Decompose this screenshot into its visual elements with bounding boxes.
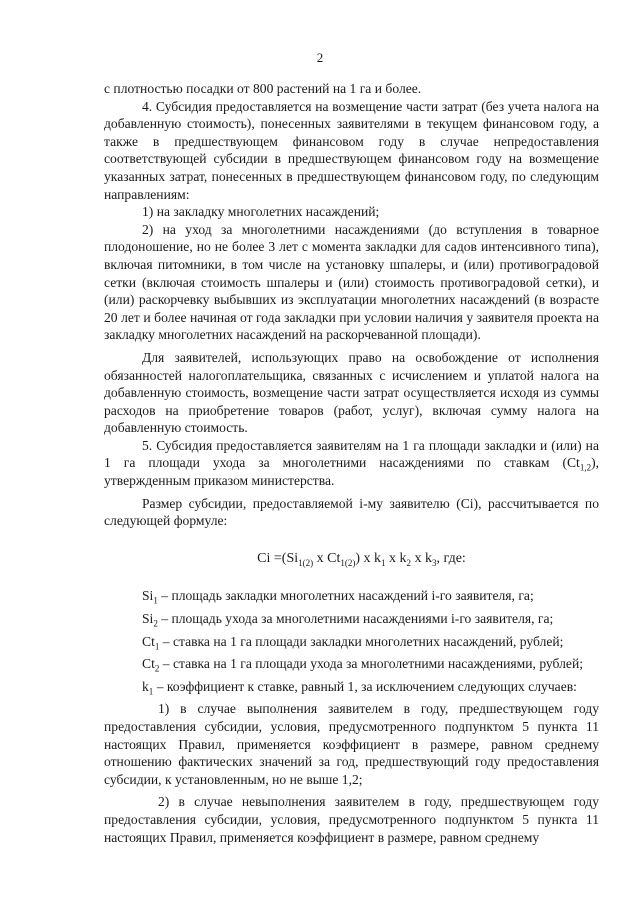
list-item-2: 2) на уход за многолетними насаждениями (до вступления в товарное плодоношение, но не более 3 лет с момента закладки для садов интенсивного типа), включая питомники, в том числе на установку шпалеры, и (или) противоградовой сетки (включая стоимость шпалеры и (или) стоимость противоградовой сетки), и (или) раскорчевку выбывших из эксплуатации многолетних насаждений (в возрасте 20 лет и более начиная от года закладки при условии наличия у заявителя проекта на закладку многолетних насаждений на раскорчеванной площади). bbox=[104, 221, 599, 343]
paragraph-item-5: 5. Субсидия предоставляется заявителям на 1 га площади закладки и (или) на 1 га площади ухода за многолетними насаждениями по ставкам $(Ct_{1,2})$, утвержденным приказом министерства. bbox=[104, 437, 599, 489]
paragraph-item-4: 4. Субсидия предоставляется на возмещение части затрат (без учета налога на добавленную стоимость), понесенных заявителями в текущем финансовом году, а также в предшествующем финансовом году в случае непредоставления соответствующей субсидии в предшествующем финансовом году на возмещение указанных затрат, понесенных в предшествующем финансовом году, по следующим направлениям: bbox=[104, 98, 599, 202]
paragraph-vat-exemption: Для заявителей, использующих право на освобождение от исполнения обязанностей налогоплательщика, связанных с исчислением и уплатой налога на добавленную стоимость, возмещение части затрат осуществляется исходя из суммы расходов на приобретение товаров (работ, услуг), включая сумму налога на добавленную стоимость. bbox=[104, 349, 599, 436]
list-item-1: 1) на закладку многолетних насаждений; bbox=[142, 204, 380, 220]
definition-si1: $Si_1$ – площадь закладки многолетних насаждений i-го заявителя, га; bbox=[142, 588, 534, 607]
paragraph-continuation: с плотностью посадки от 800 растений на 1 га и более. bbox=[104, 81, 422, 96]
subsidy-formula: $Ci =(Si_{1(2)}$ x $Ct_{1(2)}$) x $k_1$ x $k_2$ x $k_3$, где: bbox=[257, 550, 466, 568]
document-body bbox=[104, 80, 599, 846]
definition-si2: $Si_2$ – площадь ухода за многолетними насаждениями i-го заявителя, га; bbox=[142, 611, 554, 629]
definition-ct1: $Ct_1$ – ставка на 1 га площади закладки многолетних насаждений, рублей; bbox=[142, 633, 564, 652]
case-2: 2) в случае невыполнения заявителем в году, предшествующем году предоставления субсидии, условия, предусмотренного подпунктом 5 пункта 11 настоящих Правил, применяется коэффициент в размере, равном среднему bbox=[104, 794, 599, 845]
definition-k1: $k_1$ – коэффициент к ставке, равный 1, за исключением следующих случаев: bbox=[142, 678, 577, 697]
case-1: 1) в случае выполнения заявителем в году, предшествующем году предоставления субсидии, условия, предусмотренного подпунктом 5 пункта 11 настоящих Правил, применяется коэффициент в размере, равном среднему отношению фактических значений за год, предшествующий году предоставления субсидии, к установленным, но не выше 1,2; bbox=[104, 701, 599, 787]
page-number: 2 bbox=[316, 50, 324, 65]
paragraph-subsidy-size: Размер субсидии, предоставляемой i-му заявителю (Ci), рассчитывается по следующей формуле: bbox=[104, 495, 599, 529]
definition-ct2: $Ct_2$ – ставка на 1 га площади ухода за многолетними насаждениями, рублей; bbox=[142, 656, 583, 674]
